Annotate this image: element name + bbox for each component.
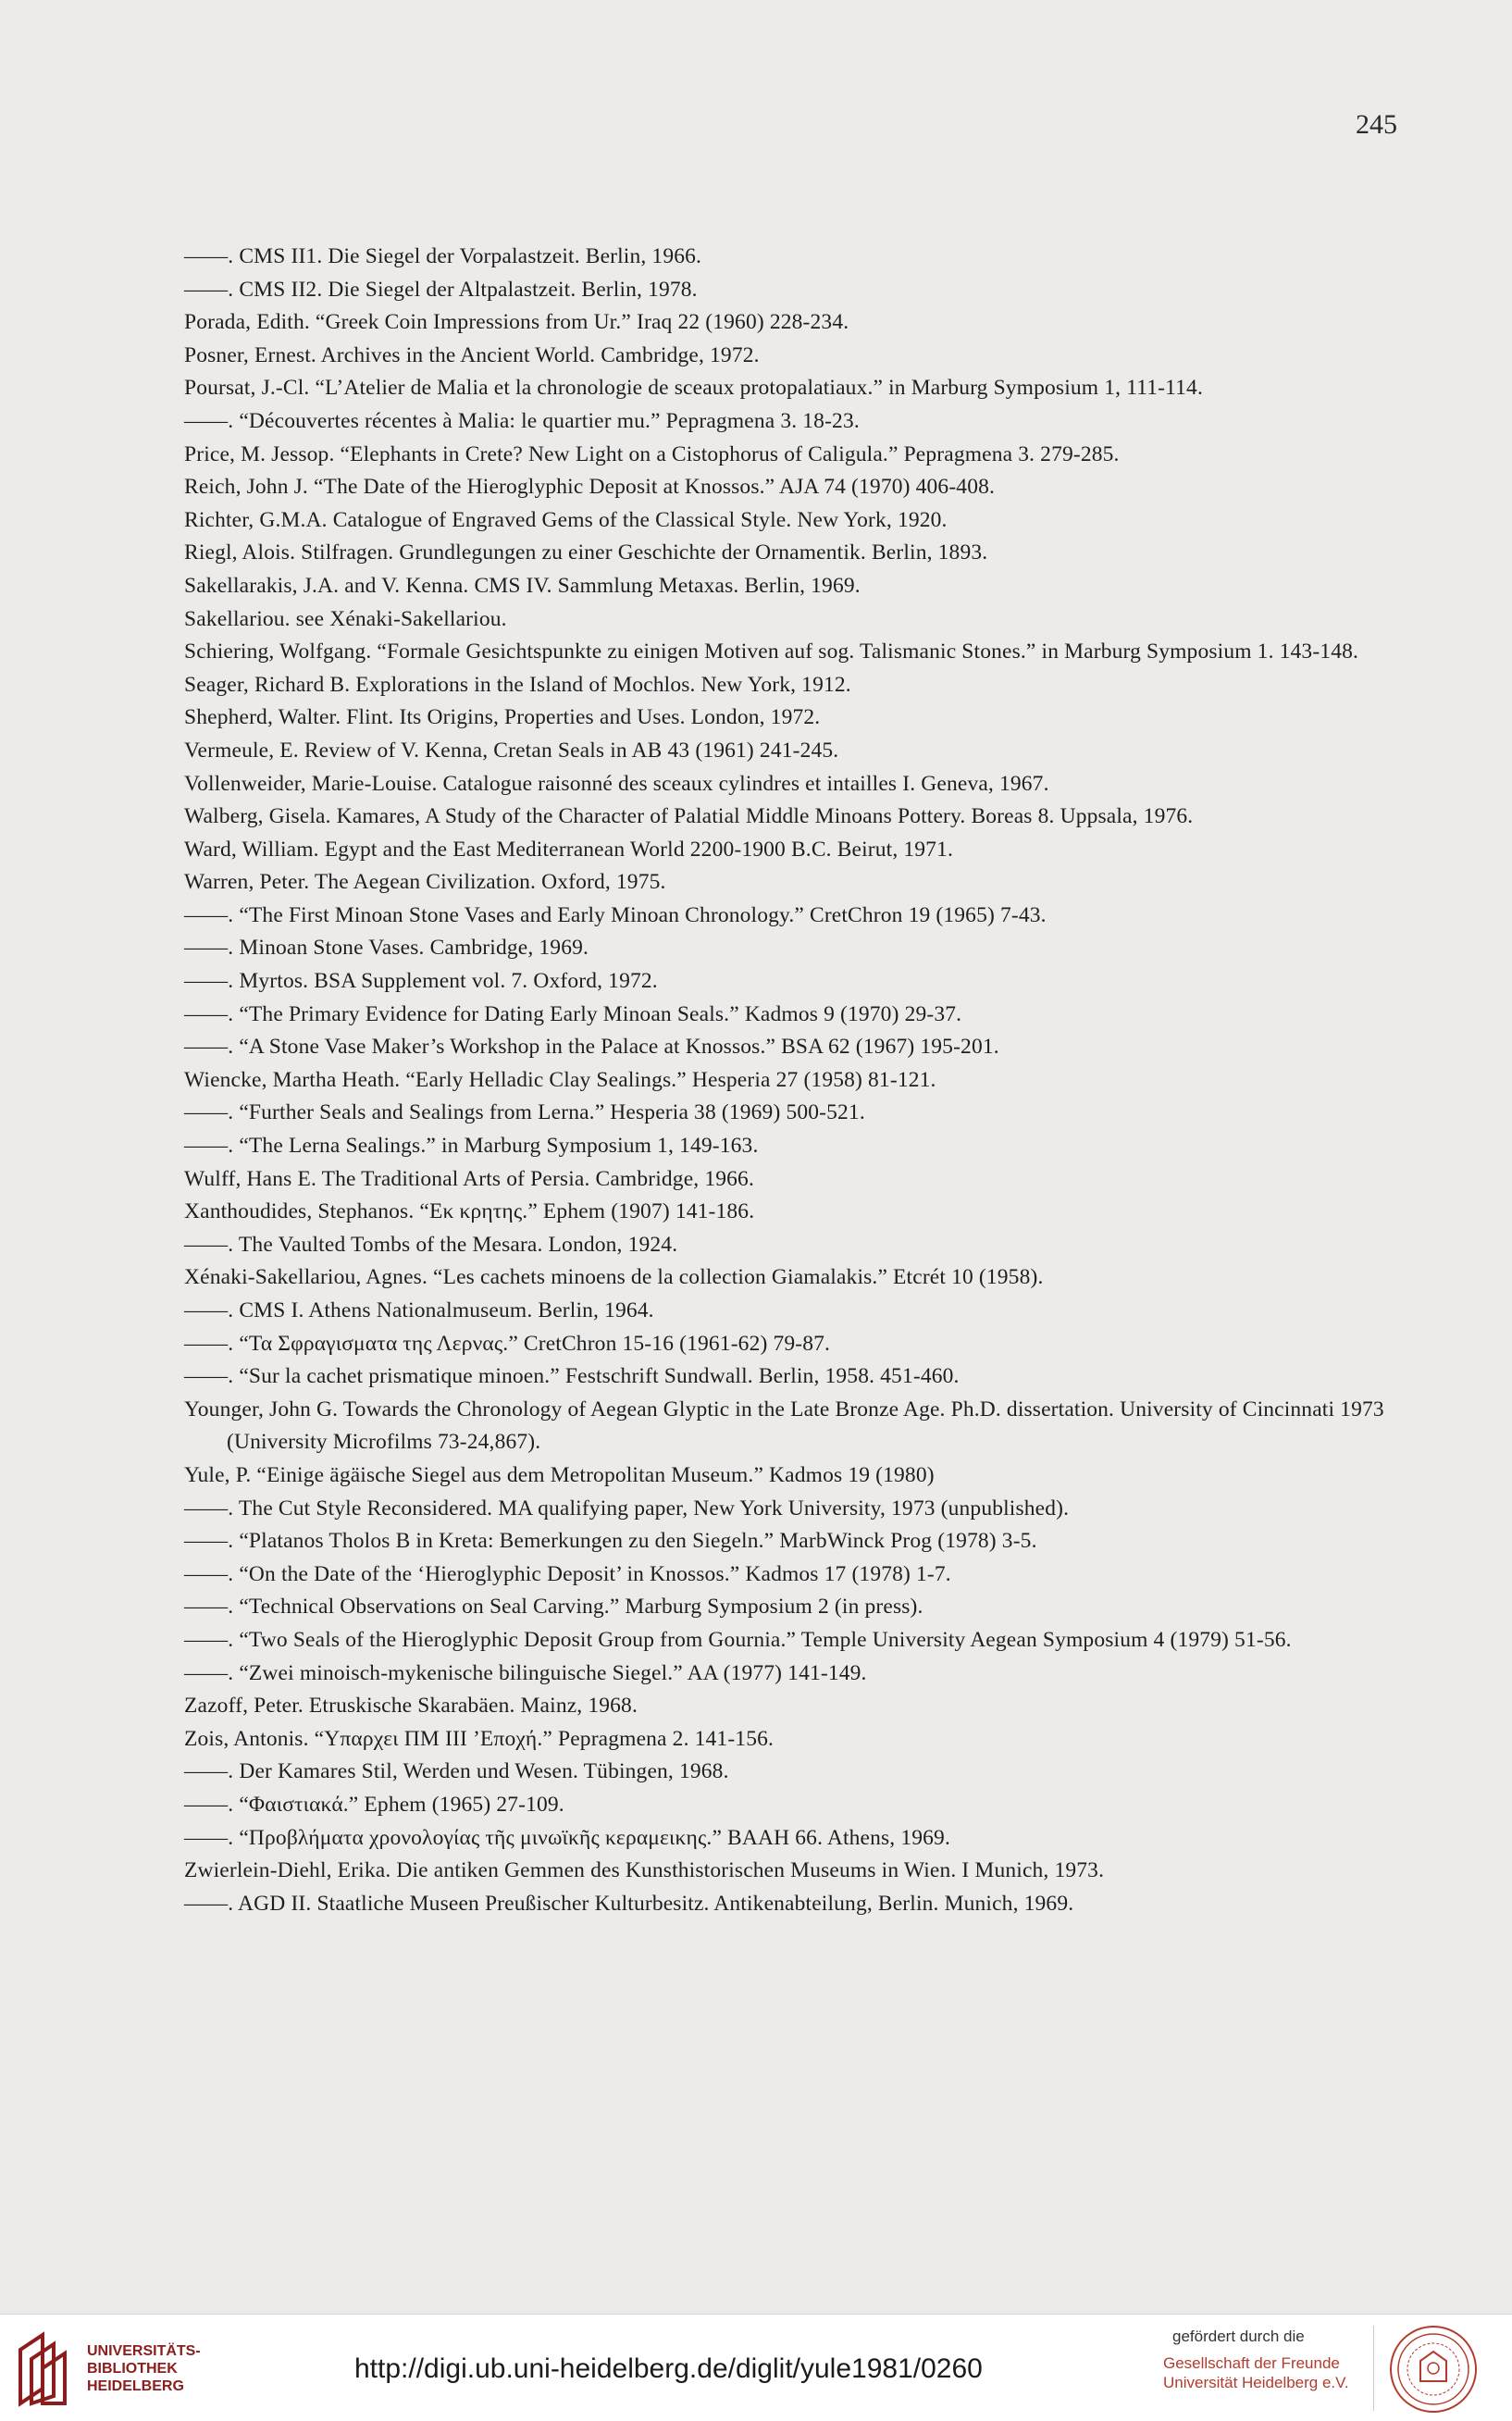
bibliography-entry: ——. “Platanos Tholos B in Kreta: Bemerkungen zu den Siegeln.” MarbWinck Prog (1978) 3-5.	[184, 1529, 1037, 1554]
bibliography-entry: Poursat, J.-Cl. “L’Atelier de Malia et la chronologie de sceaux protopalatiaux.” in Marburg Symposium 1, 111-114.	[184, 376, 1203, 401]
digital-copy-link[interactable]: http://digi.ub.uni-heidelberg.de/diglit/yule1981/0260	[354, 2353, 983, 2384]
bibliography-entry: ——. “The Lerna Sealings.” in Marburg Symposium 1, 149-163.	[184, 1134, 759, 1159]
bibliography-entry: Ward, William. Egypt and the East Mediterranean World 2200-1900 B.C. Beirut, 1971.	[184, 837, 954, 862]
bibliography-entry: ——. CMS II1. Die Siegel der Vorpalastzeit. Berlin, 1966.	[184, 244, 702, 268]
university-seal-icon	[1388, 2324, 1479, 2415]
bibliography-entry: ——. Myrtos. BSA Supplement vol. 7. Oxford, 1972.	[184, 969, 658, 994]
library-name-line: UNIVERSITÄTS-	[87, 2343, 201, 2359]
bibliography-entry: Yule, P. “Einige ägäische Siegel aus dem Metropolitan Museum.” Kadmos 19 (1980)	[184, 1462, 935, 1487]
library-name-line: BIBLIOTHEK	[87, 2361, 178, 2377]
bibliography-entry: ——. “Zwei minoisch-mykenische bilinguische Siegel.” AA (1977) 141-149.	[184, 1660, 867, 1685]
bibliography-entry: ——. “On the Date of the ‘Hieroglyphic Deposit’ in Knossos.” Kadmos 17 (1978) 1-7.	[184, 1561, 951, 1586]
bibliography-entry: ——. The Cut Style Reconsidered. MA qualifying paper, New York University, 1973 (unpublished).	[184, 1496, 1070, 1521]
bibliography-entry: Price, M. Jessop. “Elephants in Crete? New Light on a Cistophorus of Caligula.” Pepragmena 3. 279-285.	[184, 441, 1120, 466]
bibliography-entry: Schiering, Wolfgang. “Formale Gesichtspunkte zu einigen Motiven auf sog. Talismanic Stones.” in Marburg Symposium 1. 143-148.	[184, 639, 1359, 664]
bibliography-entry: Seager, Richard B. Explorations in the Island of Mochlos. New York, 1912.	[184, 672, 851, 697]
bibliography-entry: ——. CMS II2. Die Siegel der Altpalastzeit. Berlin, 1978.	[184, 277, 698, 302]
bibliography-entry: ——. “A Stone Vase Maker’s Workshop in the Palace at Knossos.” BSA 62 (1967) 195-201.	[184, 1035, 999, 1060]
bibliography-entry: Sakellarakis, J.A. and V. Kenna. CMS IV. Sammlung Metaxas. Berlin, 1969.	[184, 573, 861, 598]
bibliography-entry: Riegl, Alois. Stilfragen. Grundlegungen zu einer Geschichte der Ornamentik. Berlin, 1893.	[184, 540, 988, 565]
page-number: 245	[1356, 109, 1397, 140]
bibliography-entry: ——. Minoan Stone Vases. Cambridge, 1969.	[184, 936, 589, 961]
bibliography-entry: ——. “The Primary Evidence for Dating Early Minoan Seals.” Kadmos 9 (1970) 29-37.	[184, 1001, 962, 1026]
bibliography-list	[184, 241, 1398, 1920]
bibliography-entry: Shepherd, Walter. Flint. Its Origins, Properties and Uses. London, 1972.	[184, 705, 821, 730]
bibliography-entry: Zazoff, Peter. Etruskische Skarabäen. Mainz, 1968.	[184, 1694, 638, 1719]
footer-divider	[1373, 2326, 1374, 2411]
bibliography-entry: ——. “Τα Σφραγισματα της Λερνας.” CretChron 15-16 (1961-62) 79-87.	[184, 1331, 831, 1356]
library-logo-icon	[15, 2331, 72, 2407]
bibliography-entry: Xénaki-Sakellariou, Agnes. “Les cachets minoens de la collection Giamalakis.” Etcrét 10 (1958).	[184, 1265, 1044, 1290]
bibliography-entry: ——. “Further Seals and Sealings from Lerna.” Hesperia 38 (1969) 500-521.	[184, 1100, 865, 1125]
bibliography-entry: Porada, Edith. “Greek Coin Impressions from Ur.” Iraq 22 (1960) 228-234.	[184, 310, 849, 335]
bibliography-entry: Richter, G.M.A. Catalogue of Engraved Gems of the Classical Style. New York, 1920.	[184, 507, 948, 532]
sponsor-caption: gefördert durch die	[1172, 2328, 1305, 2345]
bibliography-entry: ——. “Two Seals of the Hieroglyphic Deposit Group from Gournia.” Temple University Aegean Symposium 4 (1979) 51-56.	[184, 1627, 1292, 1652]
bibliography-entry: Walberg, Gisela. Kamares, A Study of the Character of Palatial Middle Minoans Pottery. Boreas 8. Uppsala, 1976.	[184, 804, 1194, 829]
bibliography-entry: Zwierlein-Diehl, Erika. Die antiken Gemmen des Kunsthistorischen Museums in Wien. I Munich, 1973.	[184, 1858, 1105, 1883]
bibliography-entry: ——. “Φαιστιακά.” Ephem (1965) 27-109.	[184, 1792, 564, 1817]
digitization-footer	[0, 2314, 1512, 2421]
bibliography-entry: ——. “Technical Observations on Seal Carving.” Marburg Symposium 2 (in press).	[184, 1595, 923, 1620]
bibliography-entry: Wiencke, Martha Heath. “Early Helladic Clay Sealings.” Hesperia 27 (1958) 81-121.	[184, 1067, 936, 1092]
sponsor-name-line: Gesellschaft der Freunde	[1163, 2354, 1340, 2372]
bibliography-entry: Posner, Ernest. Archives in the Ancient World. Cambridge, 1972.	[184, 342, 760, 367]
bibliography-entry: ——. Der Kamares Stil, Werden und Wesen. Tübingen, 1968.	[184, 1759, 729, 1784]
sponsor-name	[1163, 2353, 1349, 2392]
sponsor-name-line: Universität Heidelberg e.V.	[1163, 2374, 1349, 2391]
bibliography-entry: Zois, Antonis. “Υπαρχει ΠΜ ΙΙΙ ’Εποχή.” Pepragmena 2. 141-156.	[184, 1726, 775, 1751]
library-name	[87, 2342, 201, 2395]
bibliography-entry: Xanthoudides, Stephanos. “Εκ κρητης.” Ephem (1907) 141-186.	[184, 1199, 755, 1224]
bibliography-entry: Sakellariou. see Xénaki-Sakellariou.	[184, 606, 507, 631]
bibliography-entry: Younger, John G. Towards the Chronology of Aegean Glyptic in the Late Bronze Age. Ph.D. dissertation. University of Cincinnati 1973 (University Microfilms 73-24,867).	[184, 1397, 1384, 1455]
bibliography-entry: Warren, Peter. The Aegean Civilization. Oxford, 1975.	[184, 870, 666, 895]
bibliography-entry: ——. The Vaulted Tombs of the Mesara. London, 1924.	[184, 1232, 678, 1257]
bibliography-entry: Wulff, Hans E. The Traditional Arts of Persia. Cambridge, 1966.	[184, 1166, 754, 1191]
bibliography-entry: ——. AGD II. Staatliche Museen Preußischer Kulturbesitz. Antikenabteilung, Berlin. Munich, 1969.	[184, 1891, 1074, 1916]
bibliography-entry: ——. “Sur la cachet prismatique minoen.” Festschrift Sundwall. Berlin, 1958. 451-460.	[184, 1364, 960, 1389]
bibliography-entry: Vermeule, E. Review of V. Kenna, Cretan Seals in AB 43 (1961) 241-245.	[184, 738, 839, 763]
bibliography-entry: ——. “The First Minoan Stone Vases and Early Minoan Chronology.” CretChron 19 (1965) 7-43.	[184, 902, 1047, 927]
library-name-line: HEIDELBERG	[87, 2378, 184, 2394]
bibliography-entry: Reich, John J. “The Date of the Hieroglyphic Deposit at Knossos.” AJA 74 (1970) 406-408.	[184, 475, 996, 500]
bibliography-entry: Vollenweider, Marie-Louise. Catalogue raisonné des sceaux cylindres et intailles I. Geneva, 1967.	[184, 771, 1049, 796]
bibliography-entry: ——. “Découvertes récentes à Malia: le quartier mu.” Pepragmena 3. 18-23.	[184, 408, 860, 433]
bibliography-entry: ——. “Προβλήματα χρονολογίας τῆς μινωϊκῆς κεραμεικης.” BAAH 66. Athens, 1969.	[184, 1825, 950, 1850]
bibliography-entry: ——. CMS I. Athens Nationalmuseum. Berlin, 1964.	[184, 1298, 654, 1322]
